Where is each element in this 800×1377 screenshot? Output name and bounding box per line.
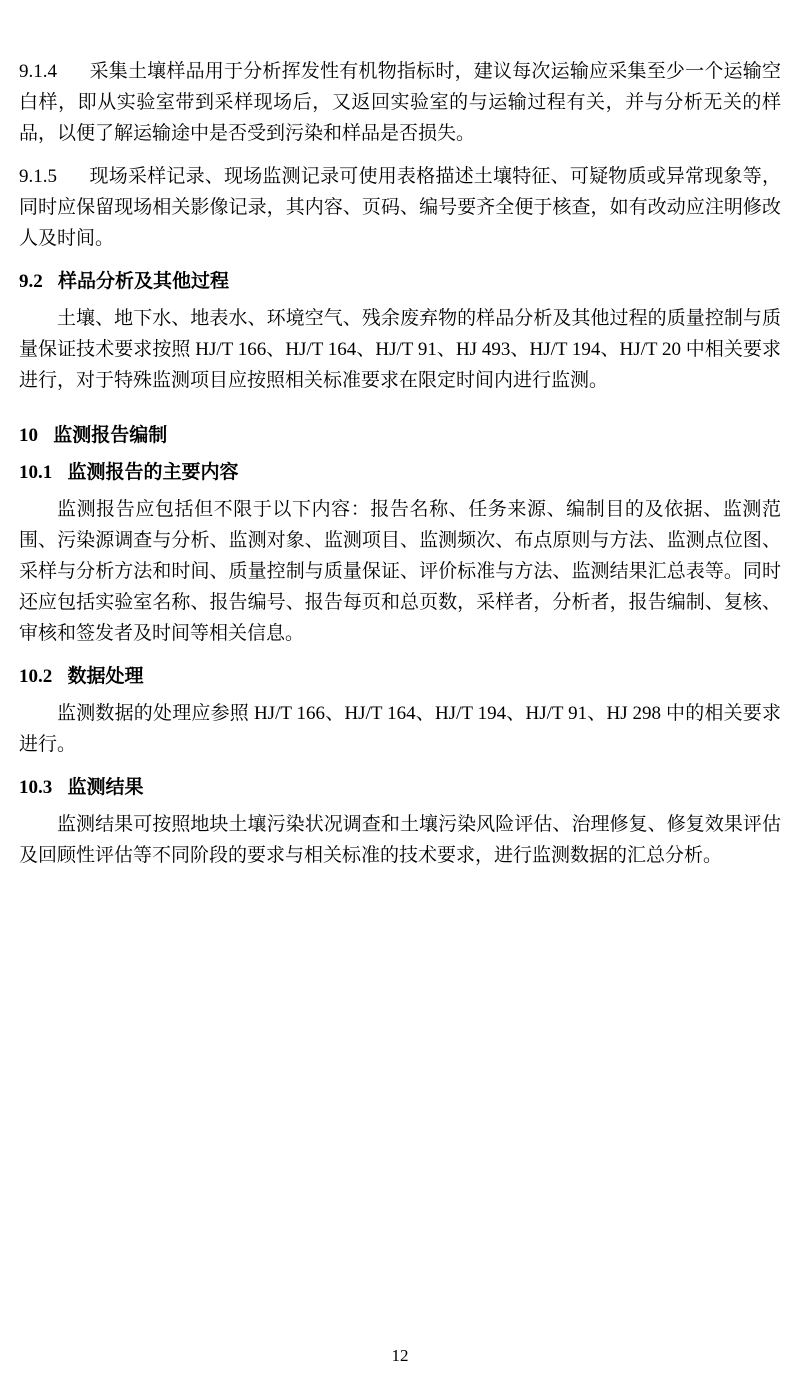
section-number: 10.2 bbox=[19, 666, 53, 687]
heading-title: 监测结果 bbox=[67, 777, 144, 798]
heading-10-2 bbox=[19, 661, 781, 692]
section-number: 10.1 bbox=[19, 462, 53, 483]
paragraph-text: 监测报告应包括但不限于以下内容：报告名称、任务来源、编制目的及依据、监测范围、污染源调查与分析、监测对象、监测项目、监测频次、布点原则与方法、监测点位图、采样与分析方法和时间、质量控制与质量保证、评价标准与方法、监测结果汇总表等。同时还应包括实验室名称、报告编号、报告每页和总页数，采样者，分析者，报告编制、复核、审核和签发者及时间等相关信息。 bbox=[19, 499, 781, 644]
paragraph-text: 土壤、地下水、地表水、环境空气、残余废弃物的样品分析及其他过程的质量控制与质量保证技术要求按照 HJ/T 166、HJ/T 164、HJ/T 91、HJ 493、HJ/T 194、HJ/T 20 中相关要求进行，对于特殊监测项目应按照相关标准要求在限定时间内进行监测。 bbox=[19, 308, 781, 391]
paragraph-text: 现场采样记录、现场监测记录可使用表格描述土壤特征、可疑物质或异常现象等，同时应保留现场相关影像记录，其内容、页码、编号要齐全便于核查，如有改动应注明修改人及时间。 bbox=[19, 166, 781, 249]
section-number: 9.1.4 bbox=[19, 61, 57, 82]
section-number: 10 bbox=[19, 425, 38, 446]
section-number: 10.3 bbox=[19, 777, 53, 798]
content-area bbox=[19, 56, 781, 883]
paragraph-9-1-5 bbox=[19, 161, 781, 254]
heading-title: 样品分析及其他过程 bbox=[57, 271, 229, 292]
paragraph-9-1-4 bbox=[19, 56, 781, 149]
paragraph-9-2-body bbox=[19, 303, 781, 396]
page-number: 12 bbox=[391, 1346, 409, 1365]
heading-9-2 bbox=[19, 266, 781, 297]
paragraph-10-3-body bbox=[19, 809, 781, 871]
heading-title: 监测报告编制 bbox=[53, 425, 168, 446]
paragraph-10-2-body bbox=[19, 698, 781, 760]
heading-title: 监测报告的主要内容 bbox=[67, 462, 239, 483]
paragraph-text: 监测结果可按照地块土壤污染状况调查和土壤污染风险评估、治理修复、修复效果评估及回顾性评估等不同阶段的要求与相关标准的技术要求，进行监测数据的汇总分析。 bbox=[19, 814, 781, 866]
paragraph-10-1-body bbox=[19, 494, 781, 649]
paragraph-text: 监测数据的处理应参照 HJ/T 166、HJ/T 164、HJ/T 194、HJ/T 91、HJ 298 中的相关要求进行。 bbox=[19, 703, 781, 755]
heading-10-3 bbox=[19, 772, 781, 803]
heading-10 bbox=[19, 420, 781, 451]
section-number: 9.1.5 bbox=[19, 166, 57, 187]
heading-title: 数据处理 bbox=[67, 666, 144, 687]
paragraph-text: 采集土壤样品用于分析挥发性有机物指标时，建议每次运输应采集至少一个运输空白样，即从实验室带到采样现场后，又返回实验室的与运输过程有关，并与分析无关的样品，以便了解运输途中是否受到污染和样品是否损失。 bbox=[19, 61, 781, 144]
section-number: 9.2 bbox=[19, 271, 43, 292]
heading-10-1 bbox=[19, 457, 781, 488]
